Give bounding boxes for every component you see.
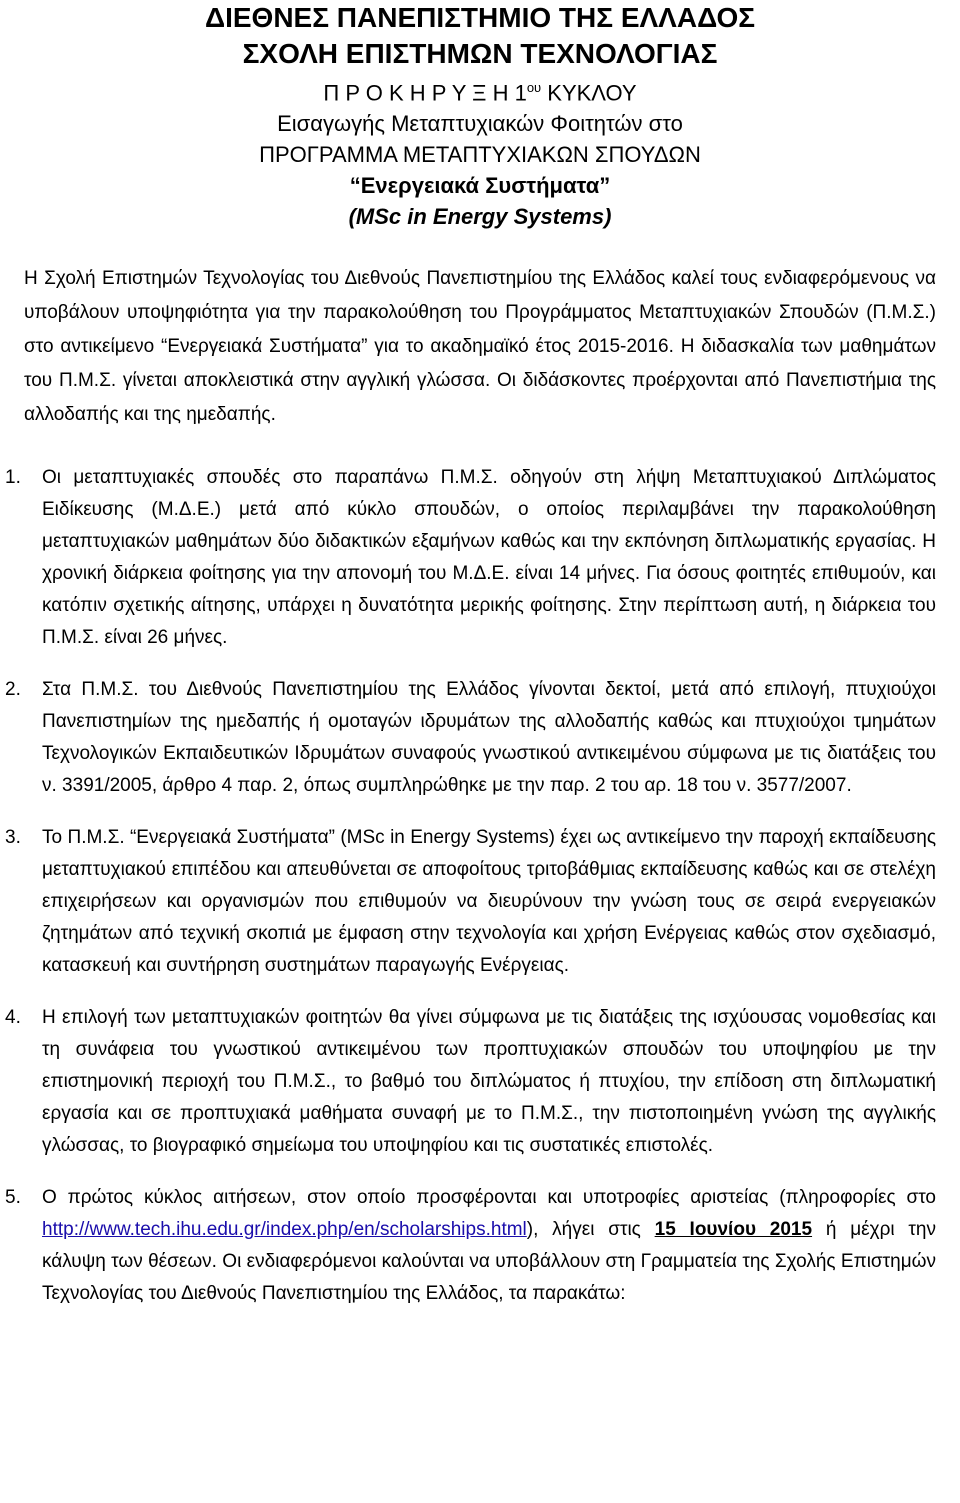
announcement-suffix: ΚΥΚΛΟΥ [541, 80, 637, 106]
list-item-number: 5. [5, 1187, 21, 1209]
scholarships-link[interactable]: http://www.tech.ihu.edu.gr/index.php/en/scholarships.html [42, 1219, 527, 1241]
list-item-text: Το Π.Μ.Σ. “Ενεργειακά Συστήματα” (MSc in Energy Systems) έχει ως αντικείμενο την παροχή εκπαίδευσης μεταπτυχιακού επιπέδου και απευθύνεται σε αποφοίτους τριτοβάθμιας εκπαίδευσης καθώς και σε στελέχη επιχειρήσεων και οργανισμών που επιθυμούν να διευρύνουν την γνώση τους σε σειρά ενεργειακών ζητημάτων από τεχνική σκοπιά με έμφαση στην τεχνολογία και χρήση Ενέργειας καθώς στον σχεδιασμό, κατασκευή και συντήρηση συστημάτων παραγωγής Ενέργειας. [42, 827, 936, 977]
announcement-title [0, 72, 960, 108]
list-item-text-middle: ), λήγει στις [526, 1219, 655, 1241]
school-title: ΣΧΟΛΗ ΕΠΙΣΤΗΜΩΝ ΤΕΧΝΟΛΟΓΙΑΣ [242, 38, 718, 69]
document-header [0, 0, 960, 232]
list-item [0, 462, 936, 654]
deadline-date: 15 Ιουνίου 2015 [654, 1219, 813, 1241]
announcement-superscript: ου [526, 80, 542, 95]
list-item [0, 674, 936, 802]
list-item-text-end: ή μέχρι την κάλυψη των θέσεων. Οι ενδιαφερόμενοι καλούνται να υποβάλλουν στη Γραμματεία της Σχολής Επιστημών Τεχνολογίας του Διεθνούς Πανεπιστημίου της Ελλάδος, τα παρακάτω: [42, 1219, 936, 1305]
intro-paragraph: Η Σχολή Επιστημών Τεχνολογίας του Διεθνούς Πανεπιστημίου της Ελλάδος καλεί τους ενδιαφερόμενους να υποβάλουν υποψηφιότητα για την παρακολούθηση του Προγράμματος Μεταπτυχιακών Σπουδών (Π.Μ.Σ.) στο αντικείμενο “Ενεργειακά Συστήματα” για το ακαδημαϊκό έτος 2015-2016. Η διδασκαλία των μαθημάτων του Π.Μ.Σ. γίνεται αποκλειστικά στην αγγλική γλώσσα. Οι διδάσκοντες προέρχονται από Πανεπιστήμια της αλλοδαπής και της ημεδαπής. [24, 268, 936, 426]
list-item-text: Στα Π.Μ.Σ. του Διεθνούς Πανεπιστημίου της Ελλάδος γίνονται δεκτοί, μετά από επιλογή, πτυχιούχοι Πανεπιστημίων της ημεδαπής ή ομοταγών ιδρυμάτων της αλλοδαπής καθώς και πτυχιούχοι τμημάτων Τεχνολογικών Εκπαιδευτικών Ιδρυμάτων συναφούς γνωστικού αντικειμένου σύμφωνα με τις διατάξεις του ν. 3391/2005, άρθρο 4 παρ. 2, όπως συμπληρώθηκε με την παρ. 2 του αρ. 18 του ν. 3577/2007. [42, 679, 936, 797]
program-line: ΠΡΟΓΡΑΜΜΑ ΜΕΤΑΠΤΥΧΙΑΚΩΝ ΣΠΟΥΔΩΝ [259, 142, 701, 168]
list-item-text-start: Ο πρώτος κύκλος αιτήσεων, στον οποίο προσφέρονται και υποτροφίες αριστείας (πληροφορίες στο [42, 1187, 936, 1209]
announcement-prefix: Π Ρ Ο Κ Η Ρ Υ Ξ Η 1 [323, 80, 527, 106]
list-item [0, 1182, 936, 1310]
list-item [0, 1002, 936, 1162]
admission-line: Εισαγωγής Μεταπτυχιακών Φοιτητών στο [277, 111, 683, 137]
list-item [0, 822, 936, 982]
program-name: “Ενεργειακά Συστήματα” [349, 173, 611, 199]
list-item-text: Η επιλογή των μεταπτυχιακών φοιτητών θα γίνει σύμφωνα με τις διατάξεις της ισχύουσας νομοθεσίας και τη συνάφεια του γνωστικού αντικειμένου των προπτυχιακών σπουδών του υποψηφίου με την επιστημονική περιοχή του Π.Μ.Σ., το βαθμό του διπλώματος ή πτυχίου, την επίδοση στη διπλωματική εργασία και σε προπτυχιακά μαθήματα συναφή με το Π.Μ.Σ., την πιστοποιημένη γνώση της αγγλικής γλώσσας, το βιογραφικό σημείωμα του υποψηφίου και τις συστατικές επιστολές. [42, 1007, 936, 1157]
program-english-name: (MSc in Energy Systems) [348, 204, 612, 230]
list-item-number: 1. [5, 467, 21, 489]
university-title: ΔΙΕΘΝΕΣ ΠΑΝΕΠΙΣΤΗΜΙΟ ΤΗΣ ΕΛΛΑΔΟΣ [204, 2, 756, 33]
list-item-number: 4. [5, 1007, 21, 1029]
numbered-list [0, 462, 936, 1310]
list-item-number: 3. [5, 827, 21, 849]
list-item-text: Οι μεταπτυχιακές σπουδές στο παραπάνω Π.Μ.Σ. οδηγούν στη λήψη Μεταπτυχιακού Διπλώματος Ειδίκευσης (Μ.Δ.Ε.) μετά από κύκλο σπουδών, ο οποίος περιλαμβάνει την παρακολούθηση μεταπτυχιακών μαθημάτων δύο διδακτικών εξαμήνων καθώς και την εκπόνηση διπλωματικής εργασίας. Η χρονική διάρκεια φοίτησης για την απονομή του Μ.Δ.Ε. είναι 14 μήνες. Για όσους φοιτητές επιθυμούν, και κατόπιν σχετικής αίτησης, υπάρχει η δυνατότητα μερικής φοίτησης. Στην περίπτωση αυτή, η διάρκεια του Π.Μ.Σ. είναι 26 μήνες. [42, 467, 936, 649]
list-item-number: 2. [5, 679, 21, 701]
